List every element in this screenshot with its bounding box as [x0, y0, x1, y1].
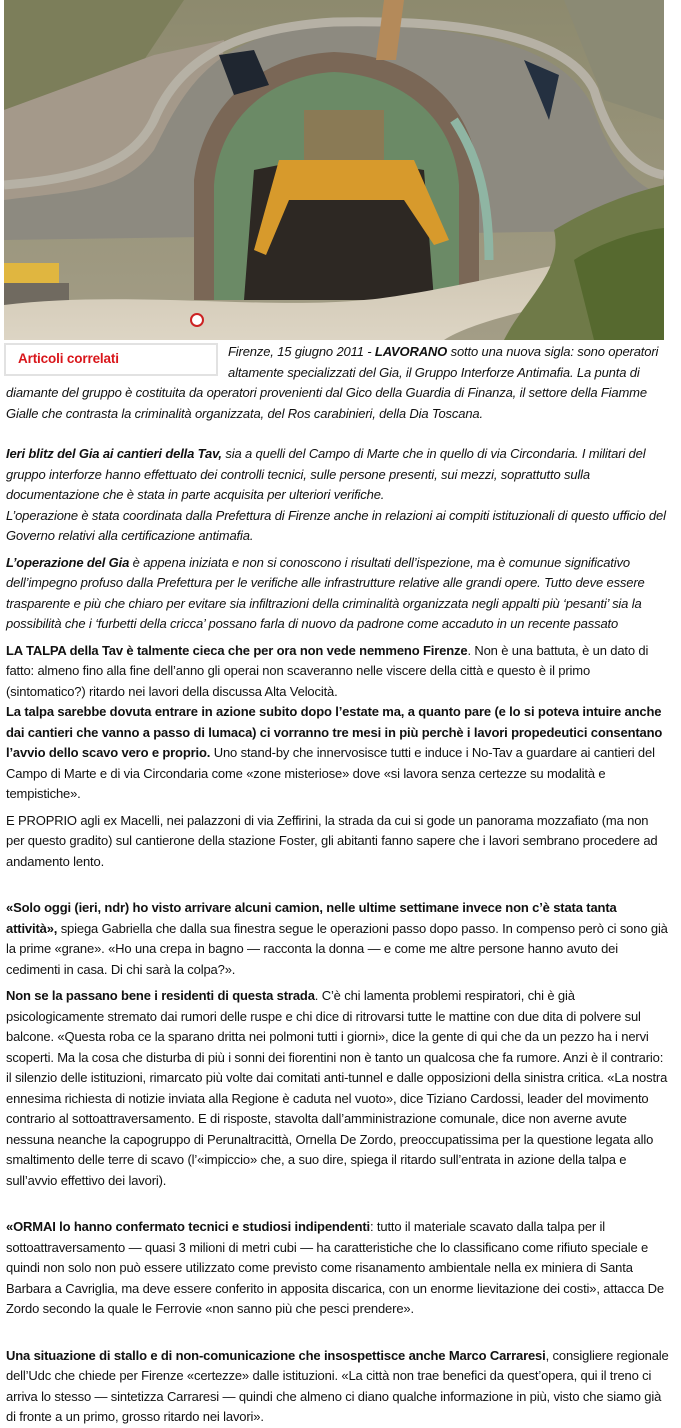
dateline: Firenze, 15 giugno 2011 -	[228, 344, 375, 359]
paragraph-text: La talpa sarebbe dovuta entrare in azione subito dopo l’estate ma, a quanto pare (e lo si poteva intuire anche dai cantieri che vanno a passo di lumaca) ci vorranno tre mesi in più perchè i lavori propedeutici consentano l’avvio dello scavo vero e proprio.	[6, 704, 663, 760]
paragraph-text: : tutto il materiale scavato dalla talpa per il sottoattraversamento — quasi 3 milioni di metri cubi — ha caratteristiche che lo classificano come rifiuto speciale e quindi non solo non può essere utilizzato come previsto come risanamento ambientale nella ex miniera di Santa Barbara a Cavriglia, ma deve essere conferito in apposita discarica, con un enorme lievitazione dei costi», attacca De Zordo secondo la quale le Ferrovie «non sanno più che pesci prendere».	[6, 1219, 664, 1316]
paragraph-text: . Non è una battuta, è un dato di fatto: almeno fino alla fine dell’anno gli operai non scaveranno nelle viscere della città e questo è il primo (sintomatico?) ritardo nei lavori della discussa Alta Velocità.	[6, 642, 649, 699]
article-body	[6, 342, 670, 1428]
article-paragraph	[6, 811, 670, 873]
paragraph-text: «ORMAI lo hanno confermato tecnici e studiosi indipendenti	[6, 1219, 370, 1234]
paragraph-text: L’operazione è stata coordinata dalla Prefettura di Firenze anche in relazioni ai compiti istituzionali di questo ufficio del Governo relativi alla certificazione antimafia.	[6, 507, 666, 543]
paragraph-text: sia a quelli del Campo di Marte che in quello di via Circondaria. I militari del gruppo interforze hanno effettuato dei controlli tecnici, sulle persone presenti, sui mezzi, soprattutto sulla documentazione che è stata in parte acquisita per ulteriori verifiche.	[6, 446, 646, 502]
paragraph-text: Una situazione di stallo e di non-comunicazione che insospettisce anche Marco Carraresi	[6, 1347, 546, 1363]
tunnel-construction-photo-icon	[4, 0, 664, 340]
related-articles-link[interactable]: Articoli correlati	[18, 351, 119, 367]
article-paragraph	[6, 506, 670, 547]
paragraph-text: Uno stand-by che innervosisce tutti e induce i No-Tav a guardare ai cantieri del Campo di Marte e di via Circondaria come «zone misteriose» dove «si lavora senza certezze su modalità e tempistiche».	[6, 745, 655, 801]
article-paragraph	[6, 1346, 670, 1428]
article-paragraph	[6, 553, 670, 635]
paragraph-text: , consigliere regionale dell’Udc che chiede per Firenze «certezze» dalle istituzioni. «La città non trae benefici da quest’opera, qui il treno ci arriva lo stesso — sintetizza Carraresi — quindi che almeno ci diano qualche informazione in più, visto che siamo già di fronte a un primo, grosso ritardo nei lavori».	[6, 1347, 669, 1424]
article-paragraph	[6, 702, 670, 805]
article-paragraph	[6, 898, 670, 980]
article-photo	[4, 0, 664, 340]
article-paragraph	[6, 1217, 670, 1320]
article-paragraph	[6, 641, 670, 703]
paragraph-text: Ieri blitz del Gia ai cantieri della Tav,	[6, 446, 222, 461]
related-articles-box[interactable]	[4, 343, 218, 376]
paragraph-text: «Solo oggi (ieri, ndr) ho visto arrivare alcuni camion, nelle ultime settimane invece non c’è stata tanta attività»,	[6, 900, 617, 936]
lead-word: LAVORANO	[374, 344, 448, 359]
paragraph-text: Non se la passano bene i residenti di questa strada	[6, 988, 315, 1003]
paragraph-text: è appena iniziata e non si conoscono i risultati dell’ispezione, ma è comunue significativo dell’impegno profuso dalla Prefettura per le verifiche alle infrastrutture relative alle grandi opere. Tutto deve essere trasparente e più che chiaro per evitare sia infiltrazioni della criminalità organizzata negli appalti più ‘pesanti’ sia la possibilità che i ‘furbetti della cricca’ possano farla di nuovo da padrone come accaduto in un recente passato	[6, 554, 645, 631]
paragraph-text: LA TALPA della Tav è talmente cieca che per ora non vede nemmeno Firenze	[6, 642, 468, 658]
paragraph-text: . C’è chi lamenta problemi respiratori, chi è già psicologicamente stremato dai rumori delle ruspe e chi dice di ritrovarsi tutte le mattine con due dita di polvere sul balcone. «Questa roba ce la sparano dritta nei polmoni tutti i giorni», dice la gente di qui che da un pezzo ha i nervi scoperti. Ma la cosa che disturba di più i sonni dei fiorentini non è tanto un qualcosa che fa rumore. Anzi è il contrario: il silenzio delle istituzioni, rimarcato più volte dai comitati anti-tunnel e dalle opposizioni della sinistra critica. «La nostra ennesima richiesta di notizie inviata alla Regione è caduta nel vuoto», dice Tiziano Cardossi, leader del movimento contrario al sottoattraversamento. E di risposte, stavolta dall’amministrazione comunale, dice non averne avute nessuna neanche la capogruppo di Perunaltracittà, Ornella De Zordo, preoccupatissima per la questione legata allo smaltimento delle terre di scavo (l’«impiccio» che, a suo dire, spiega il ritardo sull’entrata in azione della talpa e sull’avvio effettivo dei lavori).	[6, 988, 668, 1188]
paragraph-text: E PROPRIO agli ex Macelli, nei palazzoni di via Zeffirini, la strada da cui si gode un panorama mozzafiato (ma non per questo gradito) sul cantierone della stazione Foster, gli abitanti fanno sapere che i lavori sembrano procedere ad andamento lento.	[6, 812, 658, 869]
paragraph-text: L’operazione del Gia	[6, 554, 130, 570]
paragraph-text: spiega Gabriella che dalla sua finestra segue le operazioni passo dopo passo. In compenso però ci sono già la prime «grane». «Ho una crepa in bagno — racconta la donna — e come me altre persone hanno avuto dei cedimenti in casa. Di chi sarà la colpa?».	[6, 920, 668, 977]
article-paragraph	[6, 444, 670, 506]
article-paragraph	[6, 986, 670, 1191]
paragraph-text: sotto una nuova sigla: sono operatori altamente specializzati del Gia, il Gruppo Interforze Antimafia. La punta di diamante del gruppo è costituita da operatori provenienti dal Gico della Guardia di Finanza, il settore della Fiamme Gialle che contrasta la criminalità organizzata, del Ros carabinieri, della Dia Toscana.	[6, 344, 659, 421]
